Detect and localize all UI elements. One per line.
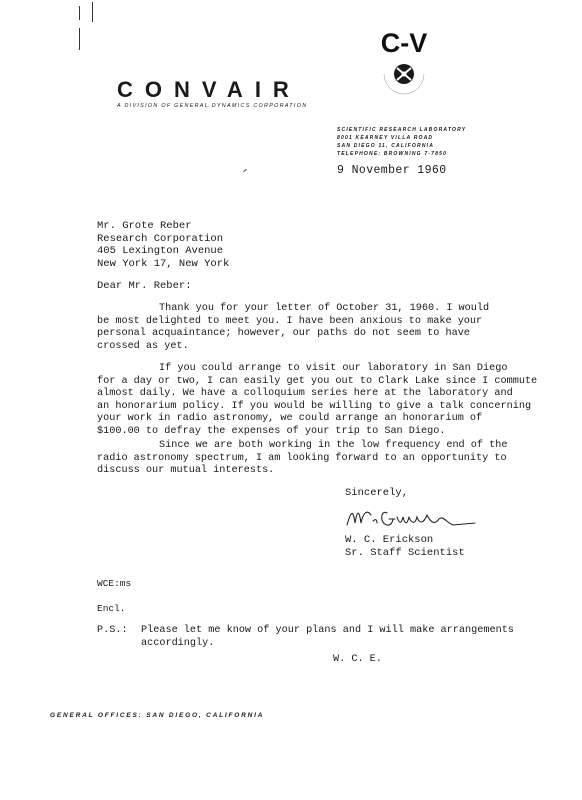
text-line: Thank you for your letter of October 31, 1960. I would <box>159 303 490 314</box>
postscript-label: P.S.: <box>97 625 128 636</box>
lab-name: SCIENTIFIC RESEARCH LABORATORY <box>337 127 467 133</box>
signer-title: Sr. Staff Scientist <box>345 546 465 559</box>
salutation: Dear Mr. Reber: <box>97 280 192 292</box>
text-line: discuss our mutual interests. <box>97 465 275 477</box>
lab-phone: TELEPHONE: BROWNING 7-7850 <box>337 151 448 157</box>
lab-street: 8001 KEARNEY VILLA ROAD <box>337 135 434 141</box>
postscript-text <box>141 625 514 650</box>
margin-mark <box>79 6 80 20</box>
text-line: Since we are both working in the low frequency end of the <box>159 440 508 451</box>
division-line: A DIVISION OF GENERAL DYNAMICS CORPORATION <box>117 103 308 109</box>
recipient-city: New York 17, New York <box>97 257 230 270</box>
recipient-address <box>97 220 229 270</box>
recipient-name: Mr. Grote Reber <box>97 220 192 232</box>
reference-initials: WCE:ms <box>97 578 132 589</box>
text-line: your work in radio astronomy, we could arrange an honorarium of <box>97 413 483 425</box>
closing: Sincerely, <box>345 487 409 499</box>
paragraph-3 <box>97 440 517 478</box>
text-line: personal acquaintance; however, our paths do not seem to have <box>97 328 470 340</box>
text-line: an honorarium policy. If you would be willing to give a talk concerning <box>97 400 532 412</box>
signature-icon <box>343 503 483 533</box>
signer-block <box>345 534 465 559</box>
margin-mark <box>79 28 80 50</box>
convair-logo-icon <box>372 24 436 104</box>
paragraph-2 <box>97 363 538 439</box>
signer-name: W. C. Erickson <box>345 534 434 546</box>
text-line: crossed as yet. <box>97 340 189 352</box>
footer-address: GENERAL OFFICES: SAN DIEGO, CALIFORNIA <box>50 712 265 719</box>
paragraph-1 <box>97 303 517 353</box>
postscript-initials: W. C. E. <box>333 654 382 665</box>
text-line: $100.00 to defray the expenses of your trip to San Diego. <box>97 425 446 437</box>
text-line: radio astronomy spectrum, I am looking forward to an opportunity to <box>97 452 507 464</box>
recipient-organization: Research Corporation <box>97 232 224 245</box>
text-line: be most delighted to meet you. I have been anxious to make your <box>97 315 483 327</box>
stray-mark <box>243 169 247 172</box>
margin-mark <box>92 2 93 22</box>
text-line: for a day or two, I can easily get you out to Clark Lake since I commute <box>97 375 538 387</box>
lab-city: SAN DIEGO 11, CALIFORNIA <box>337 143 435 149</box>
text-line: accordingly. <box>141 637 215 649</box>
recipient-street: 405 Lexington Avenue <box>97 245 224 257</box>
text-line: almost daily. We have a colloquium series here at the laboratory and <box>97 388 513 400</box>
text-line: Please let me know of your plans and I will make arrangements <box>141 625 514 636</box>
enclosure-note: Encl. <box>97 603 126 614</box>
text-line: If you could arrange to visit our laboratory in San Diego <box>159 363 508 374</box>
company-name: CONVAIR <box>117 77 301 102</box>
lab-address <box>337 126 466 158</box>
logo-letters: C-V <box>380 28 428 58</box>
letter-date: 9 November 1960 <box>337 164 447 177</box>
